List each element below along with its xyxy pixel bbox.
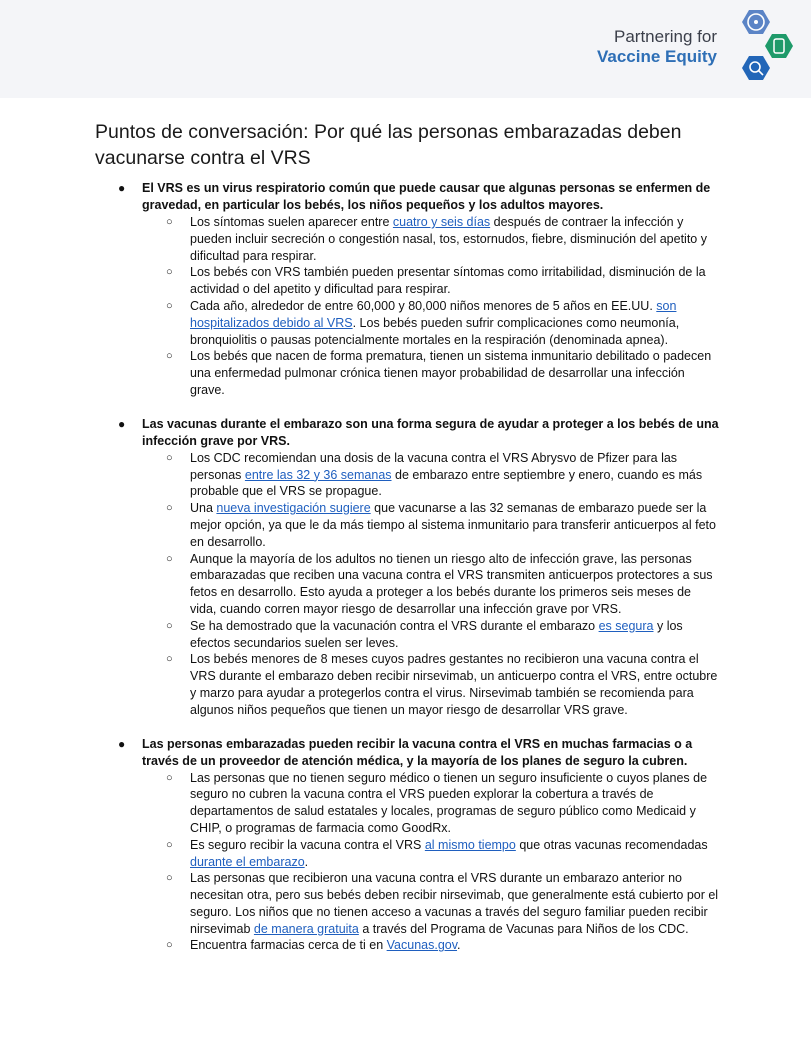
list-item (166, 770, 720, 837)
list-item (166, 651, 720, 718)
list-item (166, 348, 720, 398)
section-heading: Las vacunas durante el embarazo son una forma segura de ayudar a proteger a los bebés de una infección grave por VRS. (142, 416, 719, 448)
circle-bullet-icon: ○ (166, 502, 173, 515)
item-text: Cada año, alrededor de entre 60,000 y 80,000 niños menores de 5 años en EE.UU. (190, 298, 657, 313)
circle-bullet-icon: ○ (166, 299, 173, 312)
circle-bullet-icon: ○ (166, 653, 173, 666)
circle-bullet-icon: ○ (166, 939, 173, 952)
item-text: a través del Programa de Vacunas para Niños de los CDC. (358, 921, 689, 936)
section-heading: El VRS es un virus respiratorio común que puede causar que algunas personas se enfermen de gravedad, en particular los bebés, los niños pequeños y los adultos mayores. (142, 181, 711, 212)
document-body (0, 180, 811, 971)
bullet-icon: ● (118, 416, 126, 431)
logo-text (597, 27, 717, 67)
item-text: que vacunarse a las 32 semanas de embarazo puede ser la mejor opción, ya que le da más tiempo al sistema inmunitario para transferir anticuerpos al feto en desarrollo. (190, 501, 716, 549)
link-vacunas-gov[interactable]: Vacunas.gov (386, 938, 458, 953)
list-item (166, 937, 720, 954)
item-text: Los CDC recomiendan una dosis de la vacuna contra el VRS Abrysvo de Pfizer para las personas (190, 450, 678, 482)
list-item (166, 214, 720, 264)
section-rsv-basics (0, 180, 811, 399)
item-text: . (304, 854, 309, 869)
item-text: Las personas que no tienen seguro médico o tienen un seguro insuficiente o cuyos planes de seguro no cubren la vacuna contra el VRS pueden explorar la cobertura a través de departamentos de salud estatales y locales, programas de seguro público como Medicaid y CHIP, o programas de farmacia como GoodRx. (190, 770, 708, 835)
logo-line1: Partnering for (614, 27, 717, 46)
item-text: Una (190, 501, 217, 516)
item-text: Los bebés que nacen de forma prematura, tienen un sistema inmunitario debilitado o padecen una enfermedad pulmonar crónica tienen mayor probabilidad de desarrollar una infección grave. (190, 349, 712, 397)
partnering-hexagons-icon (722, 8, 798, 84)
link-hospitalizados[interactable]: son hospitalizados debido al VRS (190, 298, 677, 330)
logo-line2: Vaccine Equity (597, 47, 717, 66)
circle-bullet-icon: ○ (166, 771, 173, 784)
bullet-icon: ● (118, 736, 126, 751)
sub-list (0, 450, 811, 719)
item-text: . (457, 938, 461, 953)
item-text: Es seguro recibir la vacuna contra el VRS (190, 837, 425, 852)
link-durante-el-embarazo[interactable]: durante el embarazo (190, 854, 305, 869)
document-title: Puntos de conversación: Por qué las personas embarazadas deben vacunarse contra el VRS (95, 121, 682, 169)
link-de-manera-gratuita[interactable]: de manera gratuita (253, 921, 359, 936)
link-al-mismo-tiempo[interactable]: al mismo tiempo (424, 837, 516, 852)
bullet-icon: ● (118, 181, 126, 195)
link-32-36-semanas[interactable]: entre las 32 y 36 semanas (244, 467, 392, 482)
circle-bullet-icon: ○ (166, 350, 173, 363)
circle-bullet-icon: ○ (166, 838, 173, 851)
header-band (0, 0, 811, 98)
circle-bullet-icon: ○ (166, 216, 173, 228)
list-item (166, 870, 720, 937)
list-item (166, 264, 720, 298)
item-text: y los efectos secundarios suelen ser leves. (190, 618, 683, 650)
sub-list (0, 770, 811, 955)
circle-bullet-icon: ○ (166, 451, 173, 464)
item-text: Aunque la mayoría de los adultos no tienen un riesgo alto de infección grave, las personas embarazadas que reciben una vacuna contra el VRS transmiten anticuerpos protectores a sus fetos en desarrollo. Esto ayuda a proteger a los bebés durante los primeros seis meses de vida, cuando corren mayor riesgo de desarrollar una infección grave por VRS. (190, 551, 713, 616)
list-item (166, 298, 720, 348)
list-item (166, 837, 720, 871)
item-text: Los bebés menores de 8 meses cuyos padres gestantes no recibieron una vacuna contra el VRS durante el embarazo deben recibir nirsevimab, un anticuerpo contra el VRS, entre octubre y marzo para ayudar a protegerlos contra el virus. Nirsevimab también se recomienda para algunos niños pequeños que tienen un mayor riesgo de desarrollar VRS grave. (190, 652, 718, 717)
circle-bullet-icon: ○ (166, 872, 173, 885)
item-text: que otras vacunas recomendadas (515, 837, 708, 852)
circle-bullet-icon: ○ (166, 552, 173, 565)
item-text: después de contraer la infección y pueden incluir secreción o congestión nasal, tos, estornudos, fiebre, disminución del apetito y dificultad para respirar. (190, 215, 707, 263)
item-text: Los síntomas suelen aparecer entre (190, 215, 393, 229)
circle-bullet-icon: ○ (166, 619, 173, 632)
list-item (166, 618, 720, 652)
list-item (166, 500, 720, 550)
link-es-segura[interactable]: es segura (598, 618, 654, 633)
section-access-coverage (0, 736, 811, 955)
list-item (166, 450, 720, 500)
section-pregnancy-vaccines (0, 416, 811, 719)
item-text: Las personas que recibieron una vacuna contra el VRS durante un embarazo anterior no necesitan otra, pero sus bebés deben recibir nirsevimab, que generalmente está cubierto por el seguro. Los niños que no tienen acceso a vacunas a través del seguro familiar pueden recibir nirsevimab (190, 871, 719, 936)
item-text: Los bebés con VRS también pueden presentar síntomas como irritabilidad, disminución de la actividad o del apetito y dificultad para respirar. (190, 265, 706, 297)
item-text: de embarazo entre septiembre y enero, cuando es más probable que el VRS se propague. (190, 467, 703, 499)
circle-bullet-icon: ○ (166, 266, 173, 279)
item-text: . Los bebés pueden sufrir complicaciones como neumonía, bronquiolitis o pausas potencialmente mortales en la respiración (denominada apnea). (190, 315, 680, 347)
link-cuatro-y-seis-dias[interactable]: cuatro y seis días (392, 215, 491, 229)
item-text: Se ha demostrado que la vacunación contra el VRS durante el embarazo (190, 618, 599, 633)
link-nueva-investigacion[interactable]: nueva investigación sugiere (216, 501, 371, 516)
list-item (166, 551, 720, 618)
section-heading: Las personas embarazadas pueden recibir la vacuna contra el VRS en muchas farmacias o a través de un proveedor de atención médica, y la mayoría de los planes de seguro la cubren. (142, 736, 693, 768)
sub-list (0, 214, 811, 399)
item-text: Encuentra farmacias cerca de ti en (190, 938, 387, 953)
